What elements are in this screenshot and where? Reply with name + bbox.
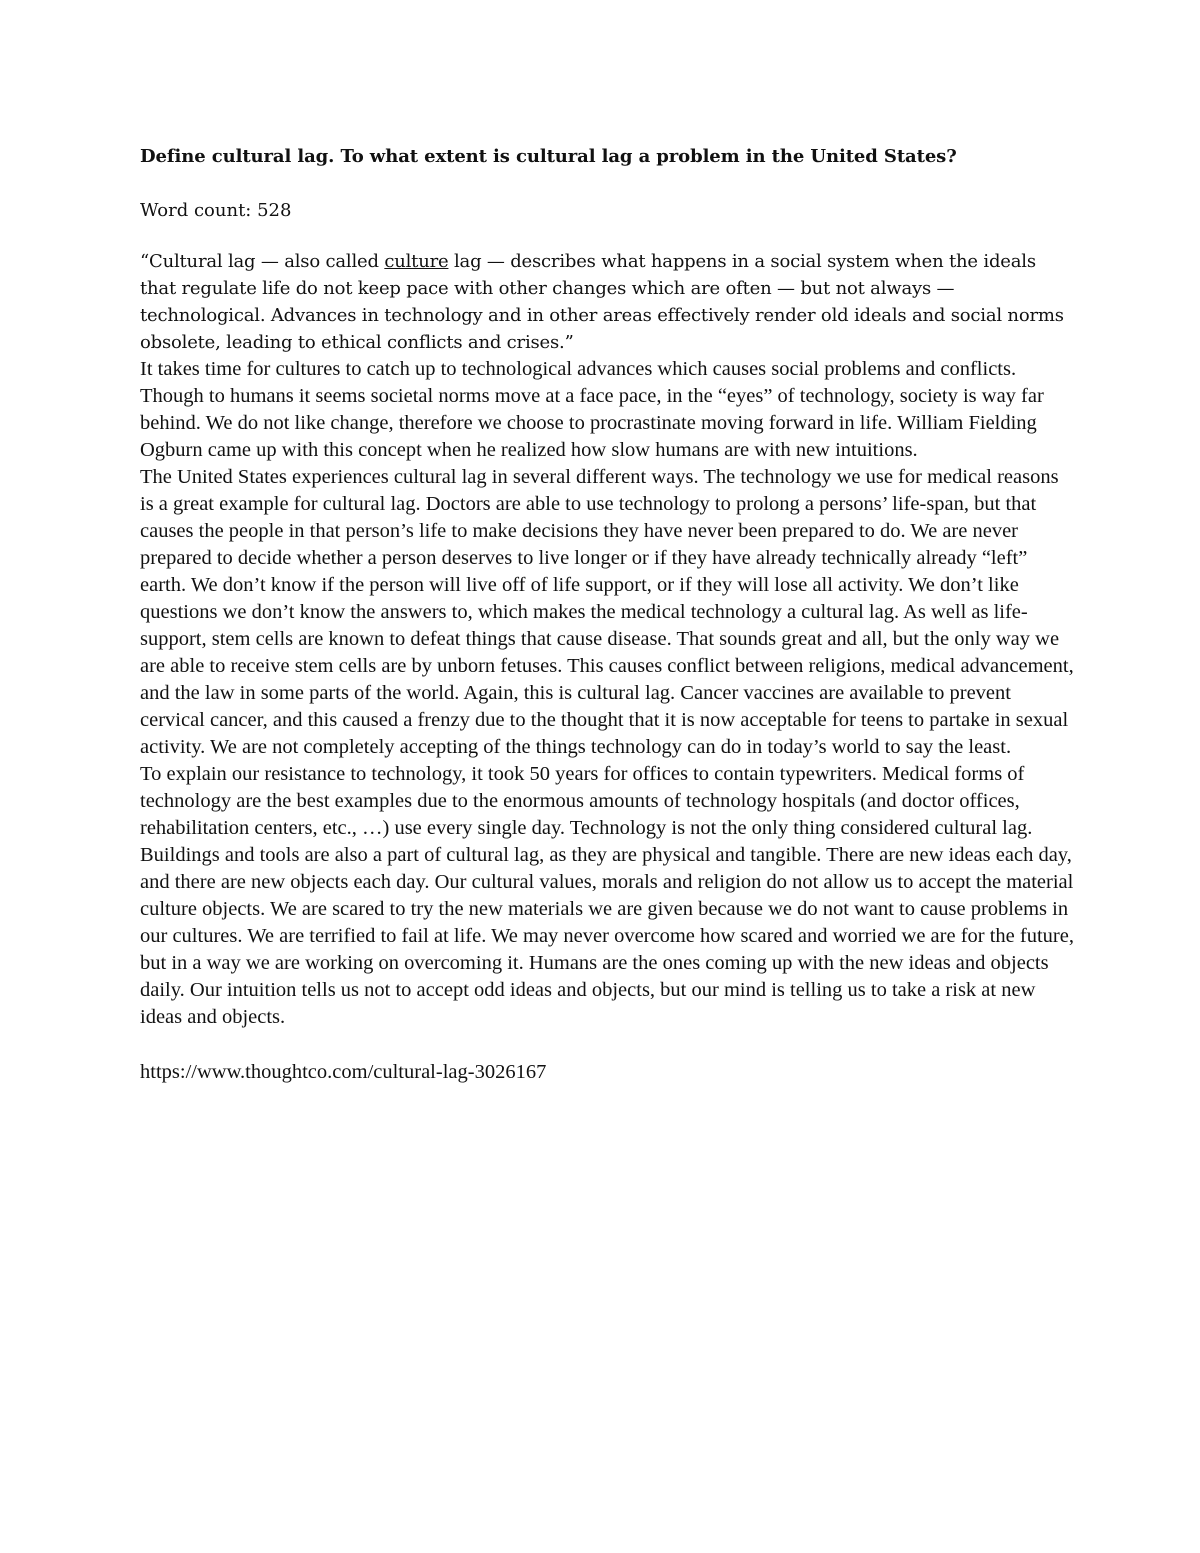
definition-quote	[140, 248, 1075, 356]
quote-underlined-word: culture	[384, 251, 449, 272]
paragraph-intro: It takes time for cultures to catch up to technological advances which causes social problems and conflicts. Though to humans it seems societal norms move at a face pace, in the “eyes” of technology, society is way far behind. We do not like change, therefore we choose to procrastinate moving forward in life. William Fielding Ogburn came up with this concept when he realized how slow humans are with new intuitions.	[140, 358, 1044, 461]
paragraph-resistance: To explain our resistance to technology, it took 50 years for offices to contain typewriters. Medical forms of technology are the best examples due to the enormous amounts of technology hospitals (and doctor offices, rehabilitation centers, etc., …) use every single day. Technology is not the only thing considered cultural lag. Buildings and tools are also a part of cultural lag, as they are physical and tangible. There are new ideas each day, and there are new objects each day. Our cultural values, morals and religion do not allow us to accept the material culture objects. We are scared to try the new materials we are given because we do not want to cause problems in our cultures. We are terrified to fail at life. We may never overcome how scared and worried we are for the future, but in a way we are working on overcoming it. Humans are the ones coming up with the new ideas and objects daily. Our intuition tells us not to accept odd ideas and objects, but our mind is telling us to take a risk at new ideas and objects.	[140, 763, 1074, 1028]
paragraph-united-states: The United States experiences cultural lag in several different ways. The technology we use for medical reasons is a great example for cultural lag. Doctors are able to use technology to prolong a persons’ life-span, but that causes the people in that person’s life to make decisions they have never been prepared to do. We are never prepared to decide whether a person deserves to live longer or if they have already technically already “left” earth. We don’t know if the person will live off of life support, or if they will lose all activity. We don’t like questions we don’t know the answers to, which makes the medical technology a cultural lag. As well as life-support, stem cells are known to defeat things that cause disease. That sounds great and all, but the only way we are able to receive stem cells are by unborn fetuses. This causes conflict between religions, medical advancement, and the law in some parts of the world. Again, this is cultural lag. Cancer vaccines are available to prevent cervical cancer, and this caused a frenzy due to the thought that it is now acceptable for teens to partake in sexual activity. We are not completely accepting of the things technology can do in today’s world to say the least.	[140, 466, 1074, 758]
source-link[interactable]: https://www.thoughtco.com/cultural-lag-3026167	[140, 1061, 547, 1083]
quote-text-start: “Cultural lag — also called	[140, 251, 385, 272]
document-page	[140, 142, 1075, 1086]
quote-text-end: lag — describes what happens in a social system when the ideals that regulate life do not keep pace with other changes which are often — but not always — technological. Advances in technology and in other areas effectively render old ideals and social norms obsolete, leading to ethical conflicts and crises.”	[140, 251, 1064, 353]
essay-title: Define cultural lag. To what extent is cultural lag a problem in the United States?	[140, 146, 957, 167]
word-count: Word count: 528	[140, 200, 292, 221]
